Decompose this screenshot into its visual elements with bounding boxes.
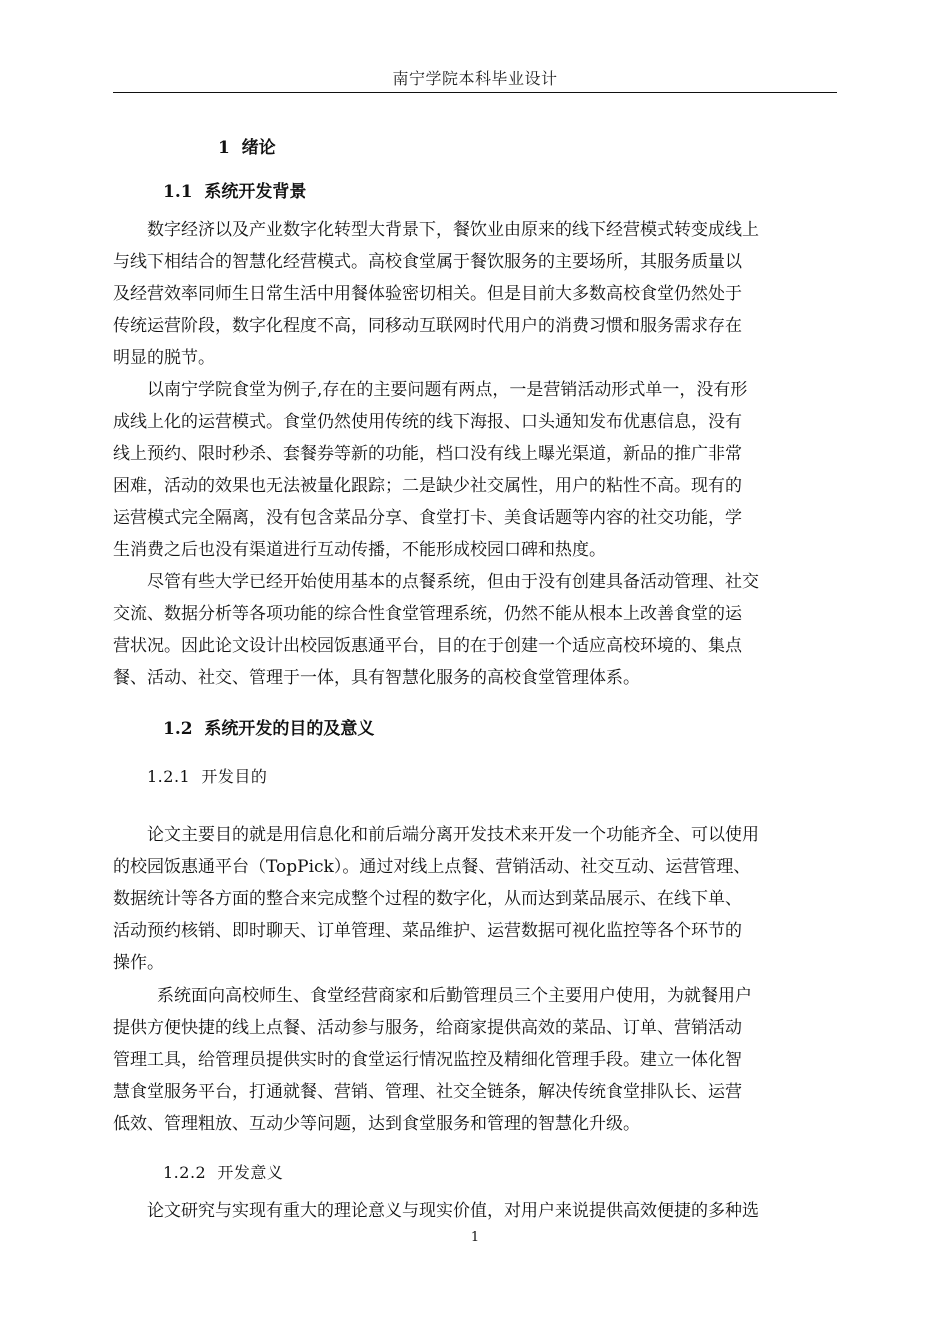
paragraph-line: 论文主要目的就是用信息化和前后端分离开发技术来开发一个功能齐全、可以使用 xyxy=(147,825,759,845)
subsection-heading-1-2-2: 1.2.2 开发意义 xyxy=(163,1163,284,1182)
subsection-heading-1-2-1: 1.2.1 开发目的 xyxy=(147,767,268,786)
paragraph-line: 活动预约核销、即时聊天、订单管理、菜品维护、运营数据可视化监控等各个环节的 xyxy=(113,921,742,941)
paragraph-line: 营状况。因此论文设计出校园饭惠通平台，目的在于创建一个适应高校环境的、集点 xyxy=(113,636,742,656)
section-heading-1-1: 1.1 系统开发背景 xyxy=(163,182,307,202)
paragraph-line: 操作。 xyxy=(113,953,164,973)
paragraph-line: 数据统计等各方面的整合来完成整个过程的数字化，从而达到菜品展示、在线下单、 xyxy=(113,889,742,909)
paragraph-line: 管理工具，给管理员提供实时的食堂运行情况监控及精细化管理手段。建立一体化智 xyxy=(113,1050,742,1070)
paragraph-line: 提供方便快捷的线上点餐、活动参与服务，给商家提供高效的菜品、订单、营销活动 xyxy=(113,1018,742,1038)
paragraph-line: 交流、数据分析等各项功能的综合性食堂管理系统，仍然不能从根本上改善食堂的运 xyxy=(113,604,742,624)
paragraph-line: 成线上化的运营模式。食堂仍然使用传统的线下海报、口头通知发布优惠信息，没有 xyxy=(113,412,742,432)
page-number: 1 xyxy=(470,1230,480,1245)
section-heading-1-2: 1.2 系统开发的目的及意义 xyxy=(163,719,375,739)
paragraph-line: 线上预约、限时秒杀、套餐券等新的功能，档口没有线上曝光渠道，新品的推广非常 xyxy=(113,444,742,464)
paragraph-line: 及经营效率同师生日常生活中用餐体验密切相关。但是目前大多数高校食堂仍然处于 xyxy=(113,284,742,304)
paragraph-line: 餐、活动、社交、管理于一体，具有智慧化服务的高校食堂管理体系。 xyxy=(113,668,640,688)
paragraph-line: 传统运营阶段，数字化程度不高，同移动互联网时代用户的消费习惯和服务需求存在 xyxy=(113,316,742,336)
paragraph-line: 系统面向高校师生、食堂经营商家和后勤管理员三个主要用户使用，为就餐用户 xyxy=(157,986,752,1006)
paragraph-line: 生消费之后也没有渠道进行互动传播，不能形成校园口碑和热度。 xyxy=(113,540,606,560)
paragraph-line: 运营模式完全隔离，没有包含菜品分享、食堂打卡、美食话题等内容的社交功能，学 xyxy=(113,508,742,528)
paragraph-line: 慧食堂服务平台，打通就餐、营销、管理、社交全链条，解决传统食堂排队长、运营 xyxy=(113,1082,742,1102)
paragraph-line: 论文研究与实现有重大的理论意义与现实价值，对用户来说提供高效便捷的多种选 xyxy=(147,1201,759,1221)
paragraph-line: 困难，活动的效果也无法被量化跟踪；二是缺少社交属性，用户的粘性不高。现有的 xyxy=(113,476,742,496)
paragraph-line: 明显的脱节。 xyxy=(113,348,215,368)
header-rule xyxy=(113,92,837,93)
paragraph-line: 与线下相结合的智慧化经营模式。高校食堂属于餐饮服务的主要场所，其服务质量以 xyxy=(113,252,742,272)
paragraph-line: 的校园饭惠通平台（TopPick）。通过对线上点餐、营销活动、社交互动、运营管理、 xyxy=(113,857,751,877)
paragraph-line: 尽管有些大学已经开始使用基本的点餐系统，但由于没有创建具备活动管理、社交 xyxy=(147,572,759,592)
paragraph-line: 低效、管理粗放、互动少等问题，达到食堂服务和管理的智慧化升级。 xyxy=(113,1114,640,1134)
paragraph-line: 数字经济以及产业数字化转型大背景下，餐饮业由原来的线下经营模式转变成线上 xyxy=(147,220,759,240)
paragraph-line: 以南宁学院食堂为例子,存在的主要问题有两点，一是营销活动形式单一，没有形 xyxy=(147,380,748,400)
chapter-heading: 1 绪论 xyxy=(218,138,276,158)
running-header: 南宁学院本科毕业设计 xyxy=(392,69,558,88)
